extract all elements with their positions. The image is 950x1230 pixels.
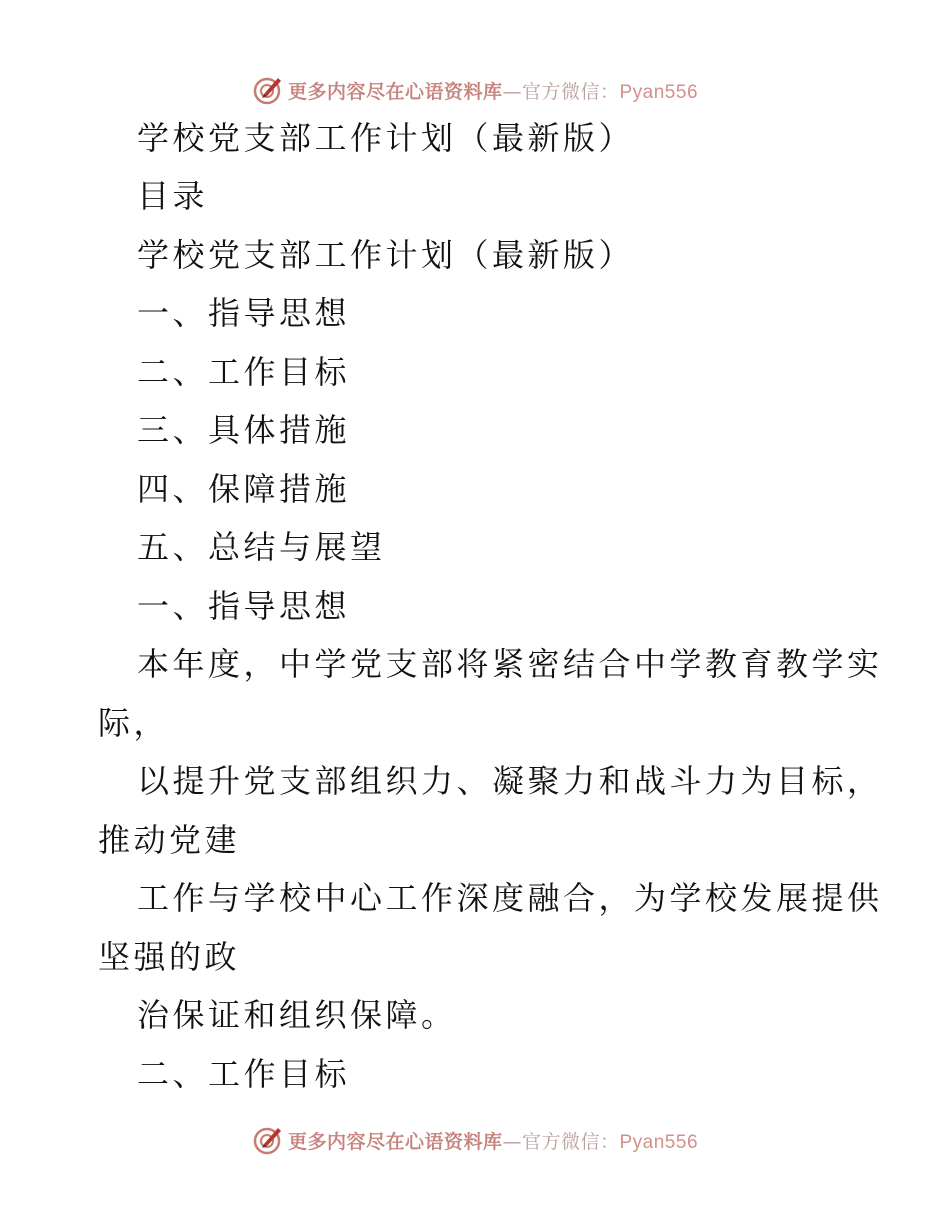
document-title: 学校党支部工作计划（最新版） (137, 119, 635, 157)
watermark-text: 更多内容尽在心语资料库—官方微信：Pyan556 (287, 1130, 699, 1153)
watermark-header (0, 70, 950, 110)
toc-item: 五、总结与展望 (137, 528, 386, 566)
paragraph-line: 际， (98, 704, 170, 742)
toc-heading: 目录 (137, 177, 209, 215)
pen-logo-icon (252, 74, 284, 106)
toc-item: 三、具体措施 (137, 411, 351, 449)
pen-logo-icon (252, 1124, 284, 1156)
paragraph-line: 治保证和组织保障。 (137, 996, 457, 1034)
toc-item: 四、保障措施 (137, 470, 351, 508)
watermark-footer (0, 1120, 950, 1160)
paragraph-line: 推动党建 (98, 821, 241, 859)
toc-item: 二、工作目标 (137, 353, 351, 391)
watermark-text: 更多内容尽在心语资料库—官方微信：Pyan556 (287, 80, 699, 103)
section-heading: 一、指导思想 (137, 587, 351, 625)
toc-item: 学校党支部工作计划（最新版） (137, 236, 635, 274)
toc-item: 一、指导思想 (137, 294, 351, 332)
paragraph-line: 坚强的政 (98, 938, 241, 976)
section-heading: 二、工作目标 (137, 1055, 351, 1093)
paragraph-line: 本年度，中学党支部将紧密结合中学教育教学实 (137, 645, 883, 683)
paragraph-line: 工作与学校中心工作深度融合，为学校发展提供 (137, 879, 883, 917)
paragraph-line: 以提升党支部组织力、凝聚力和战斗力为目标， (137, 762, 883, 800)
